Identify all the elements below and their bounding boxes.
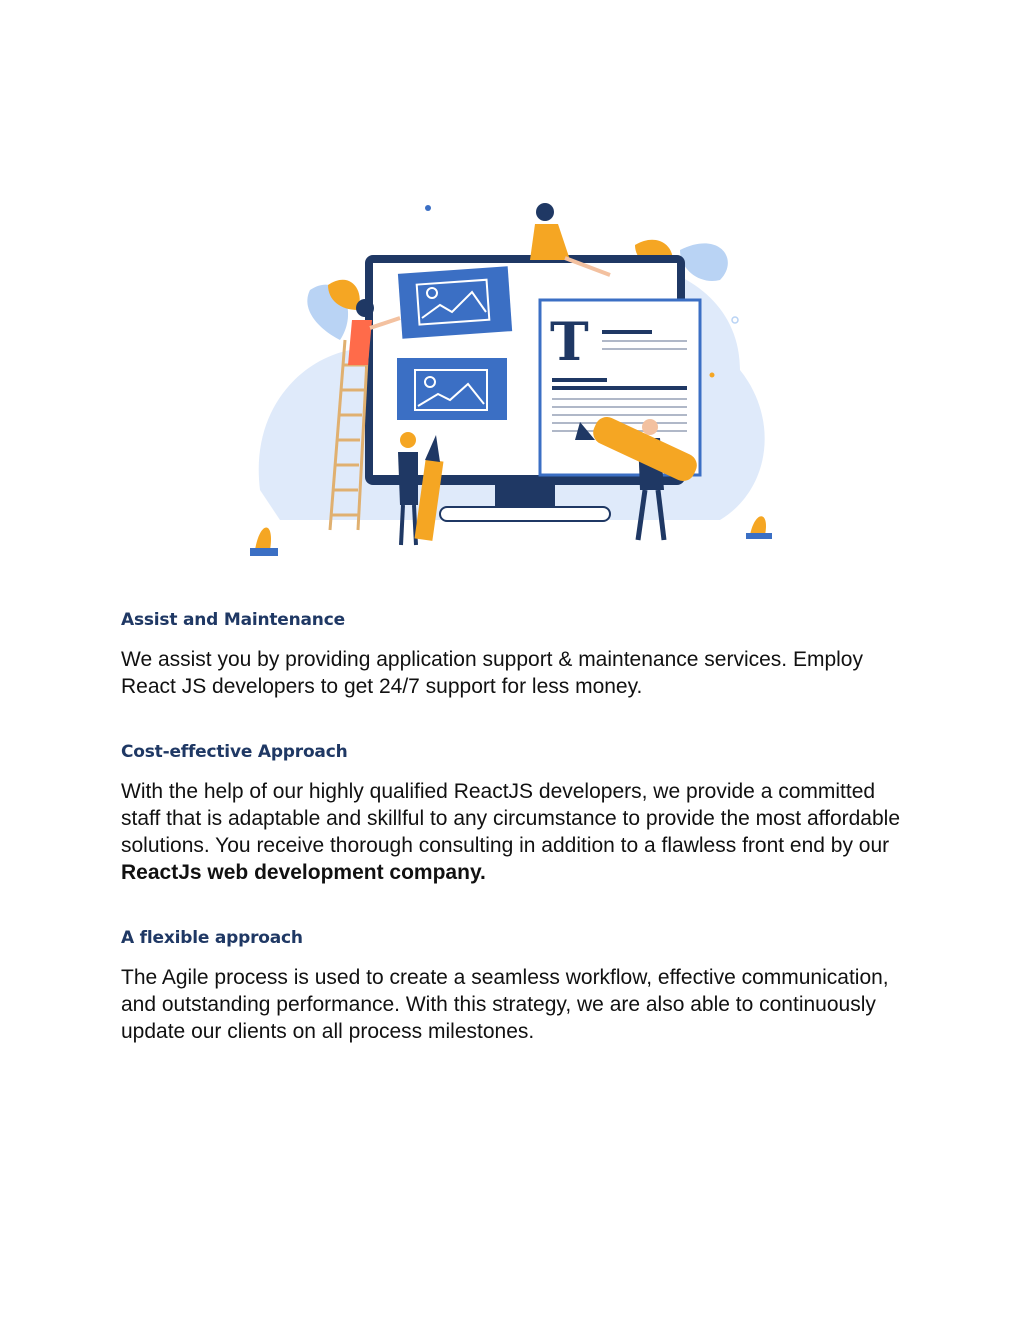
web-development-illustration — [240, 190, 800, 570]
section-body-text: With the help of our highly qualified ReactJS developers, we provide a committed staff that is adaptable and skillful to any circumstance to provide the most affordable solutions. You receive thorough consulting in addition to a flawless front end by our — [121, 780, 900, 857]
sparkle — [425, 205, 431, 211]
leaf-right — [680, 243, 728, 281]
section-body: The Agile process is used to create a seamless workflow, effective communication, and outstanding performance. With this strategy, we are also able to continuously update our clients on all process milestones. — [121, 966, 889, 1043]
monitor-neck — [495, 485, 555, 507]
text-glyph: T — [550, 312, 589, 373]
section-heading: Assist and Maintenance — [121, 610, 345, 630]
section-heading: Cost-effective Approach — [121, 742, 348, 762]
section-heading: A flexible approach — [121, 928, 303, 948]
sparkle — [710, 373, 715, 378]
section-body — [121, 778, 911, 886]
image-card-top — [398, 266, 512, 339]
plant-left — [255, 528, 271, 551]
company-name-bold: ReactJs web development company. — [121, 861, 486, 884]
monitor-base — [440, 507, 610, 521]
content-body — [121, 610, 911, 1087]
plant-right — [750, 516, 766, 535]
sparkle — [732, 317, 738, 323]
section-body: We assist you by providing application support & maintenance services. Employ React JS developers to get 24/7 support for less money. — [121, 648, 863, 698]
